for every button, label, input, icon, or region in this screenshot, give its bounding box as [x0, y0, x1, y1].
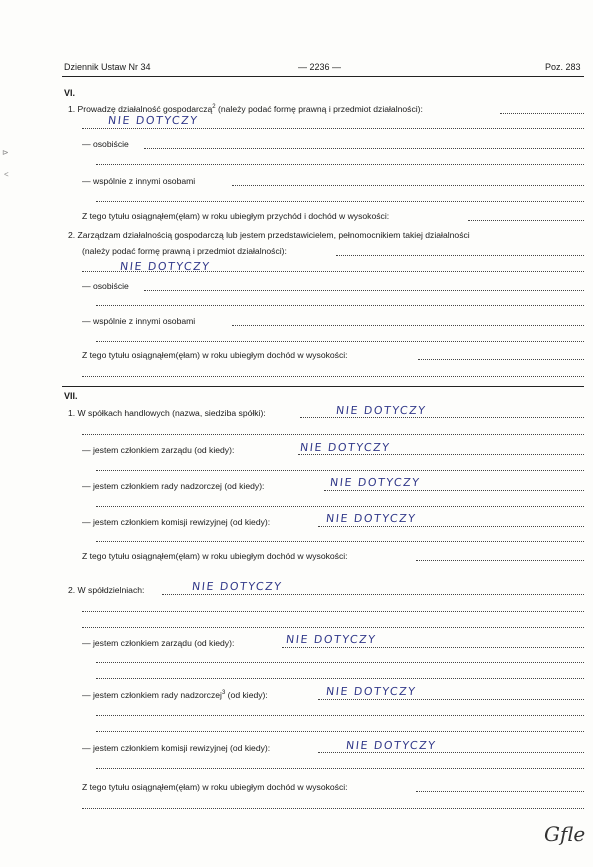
dotted-line: [96, 731, 584, 732]
position-number: Poz. 283: [545, 62, 581, 72]
dotted-line: [144, 290, 584, 291]
page-number: — 2236 —: [298, 62, 342, 72]
vii-q1-text: 1. W spółkach handlowych (nazwa, siedziba spółki):: [68, 408, 266, 418]
vii-q2-supervisory: — jestem członkiem rady nadzorczej$^3$ (od kiedy):: [82, 690, 268, 700]
vi-q2-joint: — wspólnie z innymi osobami: [82, 316, 196, 326]
vi-q1-joint: — wspólnie z innymi osobami: [82, 176, 196, 186]
dotted-line: [418, 359, 584, 360]
vii-q2-board-answer: NIE DOTYCZY: [285, 633, 378, 646]
vii-q1-answer: NIE DOTYCZY: [335, 404, 428, 417]
vi-q2-line2: (należy podać formę prawną i przedmiot działalności):: [82, 246, 287, 256]
dotted-line: [82, 128, 584, 129]
dotted-line: [96, 341, 584, 342]
vi-q2-income: Z tego tytułu osiągnąłem(ęłam) w roku ubiegłym dochód w wysokości:: [82, 350, 348, 360]
dotted-line: [82, 434, 584, 435]
vii-q2-income: Z tego tytułu osiągnąłem(ęłam) w roku ubiegłym dochód w wysokości:: [82, 782, 348, 792]
dotted-line: [96, 470, 584, 471]
margin-mark: ⊳: [2, 148, 9, 157]
vii-q1-income: Z tego tytułu osiągnąłem(ęłam) w roku ubiegłym dochód w wysokości:: [82, 551, 348, 561]
vii-q2-audit: — jestem członkiem komisji rewizyjnej (od kiedy):: [82, 743, 271, 753]
dotted-line: [82, 627, 584, 628]
vii-q1-audit-answer: NIE DOTYCZY: [325, 512, 418, 525]
dotted-line: [96, 662, 584, 663]
vii-q1-audit: — jestem członkiem komisji rewizyjnej (od kiedy):: [82, 517, 271, 527]
vi-q1-income: Z tego tytułu osiągnąłem(ęłam) w roku ubiegłym przychód i dochód w wysokości:: [82, 211, 390, 221]
dotted-line: [82, 376, 584, 377]
dotted-line: [324, 490, 584, 491]
vii-q1-supervisory: — jestem członkiem rady nadzorczej (od kiedy):: [82, 481, 265, 491]
dotted-line: [232, 185, 584, 186]
vi-q2-answer: NIE DOTYCZY: [119, 260, 212, 273]
dotted-line: [82, 271, 584, 272]
dotted-line: [96, 164, 584, 165]
dotted-line: [82, 611, 584, 612]
dotted-line: [336, 255, 584, 256]
vi-q2-line1: 2. Zarządzam działalnością gospodarczą lub jestem przedstawicielem, pełnomocnikiem takiej działalności: [68, 230, 470, 240]
dotted-line: [416, 560, 584, 561]
section-divider: [62, 386, 584, 387]
vii-q1-supervisory-answer: NIE DOTYCZY: [329, 476, 422, 489]
section-vi-label: VI.: [64, 88, 76, 98]
dotted-line: [96, 541, 584, 542]
dotted-line: [82, 808, 584, 809]
dotted-line: [96, 768, 584, 769]
dotted-line: [96, 201, 584, 202]
vii-q2-supervisory-answer: NIE DOTYCZY: [325, 685, 418, 698]
section-vii-label: VII.: [64, 391, 78, 401]
dotted-line: [318, 752, 584, 753]
dotted-line: [282, 647, 584, 648]
journal-title: Dziennik Ustaw Nr 34: [64, 62, 151, 72]
vi-q2-personal: — osobiście: [82, 281, 129, 291]
dotted-line: [96, 715, 584, 716]
dotted-line: [96, 305, 584, 306]
dotted-line: [318, 526, 584, 527]
vii-q1-board-answer: NIE DOTYCZY: [299, 441, 392, 454]
margin-mark: <: [4, 170, 9, 179]
handwritten-initials: Gfle: [544, 822, 586, 846]
dotted-line: [162, 594, 584, 595]
dotted-line: [500, 113, 584, 114]
vii-q2-audit-answer: NIE DOTYCZY: [345, 739, 438, 752]
vii-q1-board: — jestem członkiem zarządu (od kiedy):: [82, 445, 235, 455]
dotted-line: [300, 417, 584, 418]
dotted-line: [468, 220, 584, 221]
dotted-line: [144, 148, 584, 149]
header-rule: [62, 76, 584, 77]
vi-q1-personal: — osobiście: [82, 139, 129, 149]
dotted-line: [318, 699, 584, 700]
dotted-line: [298, 454, 584, 455]
dotted-line: [416, 791, 584, 792]
vii-q2-board: — jestem członkiem zarządu (od kiedy):: [82, 638, 235, 648]
vi-q1-answer: NIE DOTYCZY: [107, 114, 200, 127]
vii-q2-answer: NIE DOTYCZY: [191, 580, 284, 593]
vii-q2-text: 2. W spółdzielniach:: [68, 585, 145, 595]
dotted-line: [96, 678, 584, 679]
vi-q1-text: 1. Prowadzę działalność gospodarczą$^2$ (należy podać formę prawną i przedmiot działalności):: [68, 104, 423, 114]
dotted-line: [96, 506, 584, 507]
dotted-line: [232, 325, 584, 326]
